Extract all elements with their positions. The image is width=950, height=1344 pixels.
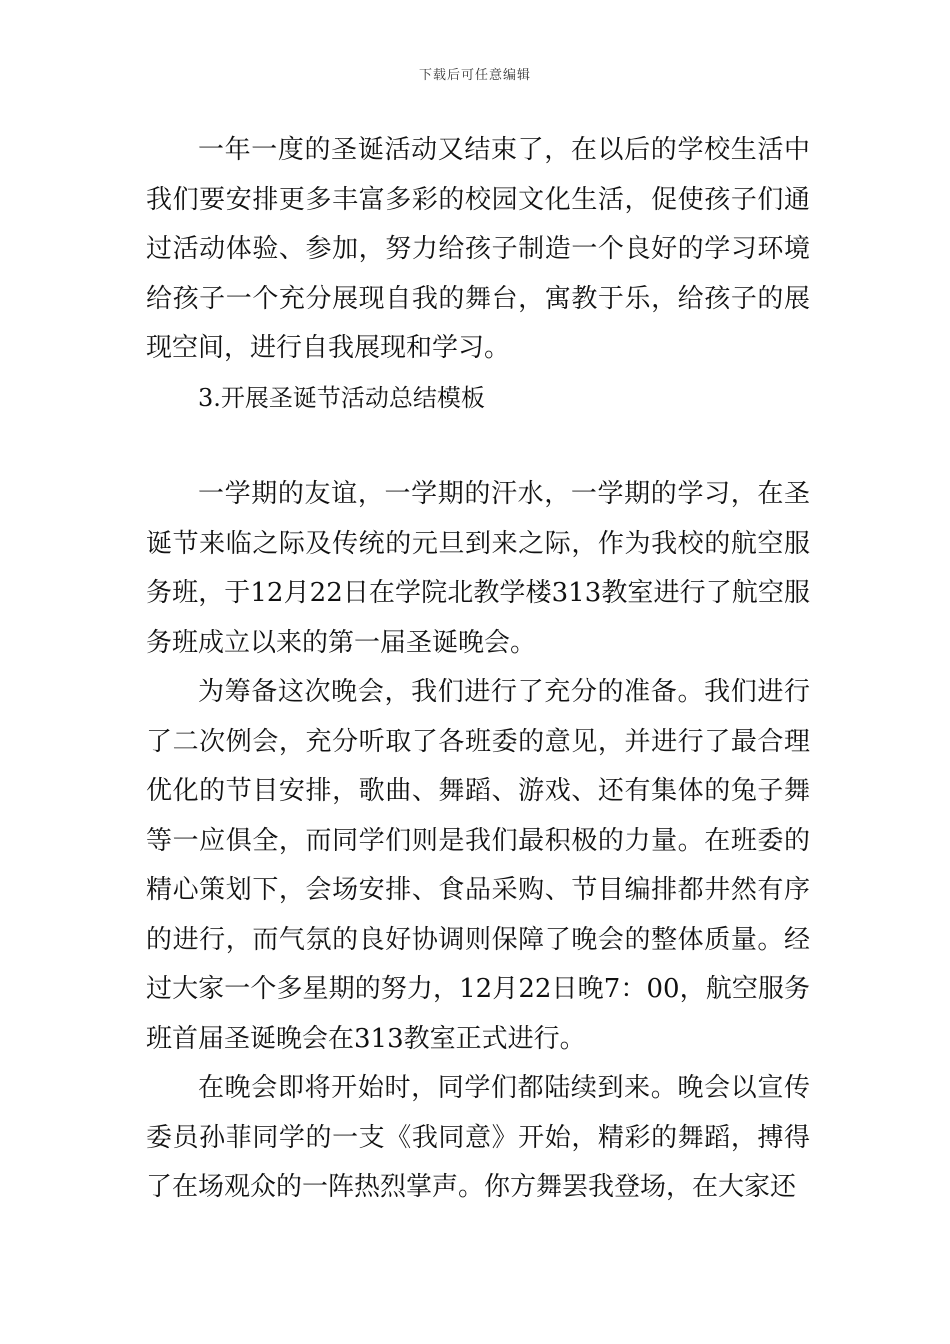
intro-paragraph: 一年一度的圣诞活动又结束了，在以后的学校生活中我们要安排更多丰富多彩的校园文化生活，促使孩子们通过活动体验、参加，努力给孩子制造一个良好的学习环境给孩子一个充分展现自我的舞台，寓教于乐，给孩子的展现空间，进行自我展现和学习。 xyxy=(146,135,810,363)
body-paragraph-2: 为筹备这次晚会，我们进行了充分的准备。我们进行了二次例会，充分听取了各班委的意见，并进行了最合理优化的节目安排，歌曲、舞蹈、游戏、还有集体的兔子舞等一应俱全，而同学们则是我们最积极的力量。在班委的精心策划下，会场安排、食品采购、节目编排都井然有序的进行，而气氛的良好协调则保障了晚会的整体质量。经过大家一个多星期的努力，12月22日晚7：00，航空服务班首届圣诞晚会在313教室正式进行。 xyxy=(146,677,810,1054)
body-paragraph-3: 在晚会即将开始时，同学们都陆续到来。晚会以宣传委员孙菲同学的一支《我同意》开始，精彩的舞蹈，搏得了在场观众的一阵热烈掌声。你方舞罢我登场，在大家还 xyxy=(146,1073,810,1202)
section-heading: 3.开展圣诞节活动总结模板 xyxy=(198,383,485,412)
page-header: 下载后可任意编辑 xyxy=(418,68,531,83)
section-spacer xyxy=(146,423,810,470)
document-body xyxy=(146,126,810,1213)
body-paragraph-1: 一学期的友谊，一学期的汗水，一学期的学习，在圣诞节来临之际及传统的元旦到来之际，作为我校的航空服务班，于12月22日在学院北教学楼313教室进行了航空服务班成立以来的第一届圣诞晚会。 xyxy=(146,479,810,658)
